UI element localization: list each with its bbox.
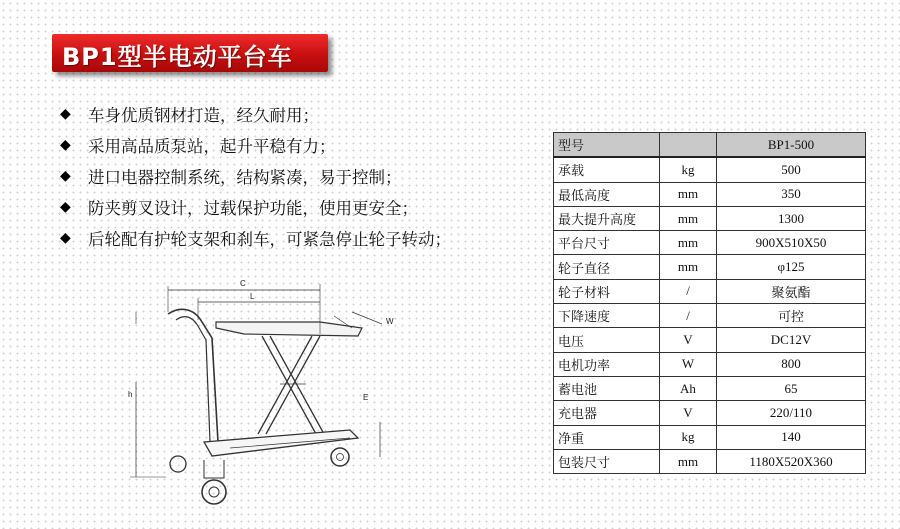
table-row: 下降速度 / 可控 [554,304,866,328]
table-row: 蓄电池 Ah 65 [554,376,866,400]
table-row: 包装尺寸 mm 1180X520X360 [554,449,866,473]
table-row: 最低高度 mm 350 [554,182,866,206]
feature-item: ◆ 车身优质钢材打造，经久耐用； [60,105,319,125]
table-row: 承载 kg 500 [554,157,866,182]
table-row: 轮子直径 mm φ125 [554,255,866,279]
table-row: 轮子材料 / 聚氨酯 [554,279,866,303]
feature-item: ◆ 进口电器控制系统，结构紧凑，易于控制； [60,167,402,187]
base-frame [204,430,358,456]
feature-item: ◆ 防夹剪叉设计，过载保护功能，使用更安全； [60,198,418,218]
table-row: 电机功率 W 800 [554,352,866,376]
diamond-bullet-icon: ◆ [60,229,71,246]
label-c: C [240,279,246,288]
diamond-bullet-icon: ◆ [60,136,71,153]
dimension-w-line [352,312,382,324]
header-unit [660,133,717,158]
table-row: 电压 V DC12V [554,328,866,352]
rear-wheel [202,480,226,504]
diamond-bullet-icon: ◆ [60,105,71,122]
feature-list [60,98,451,253]
table-row: 最大提升高度 mm 1300 [554,206,866,230]
platform-cart-diagram [120,272,405,512]
table-row: 充电器 V 220/110 [554,401,866,425]
feature-item: ◆ 后轮配有护轮支架和刹车，可紧急停止轮子转动； [60,229,451,249]
label-h: h [128,390,133,399]
diamond-bullet-icon: ◆ [60,198,71,215]
spec-table-header [554,133,866,158]
platform [216,322,362,336]
feature-item: ◆ 采用高品质泵站，起升平稳有力； [60,136,336,156]
table-row: 平台尺寸 mm 900X510X50 [554,231,866,255]
label-w: W [386,317,394,326]
table-row: 净重 kg 140 [554,425,866,449]
scissor-lift [258,336,324,434]
label-e: E [363,393,369,402]
front-wheel [331,448,349,466]
spec-table [553,132,866,474]
page-title: BP1型半电动平台车 [62,43,293,71]
diamond-bullet-icon: ◆ [60,167,71,184]
title-banner [52,34,328,72]
label-l: L [250,292,255,301]
header-value: BP1-500 [717,133,866,158]
handle-frame [168,309,224,450]
header-model: 型号 [554,133,660,158]
